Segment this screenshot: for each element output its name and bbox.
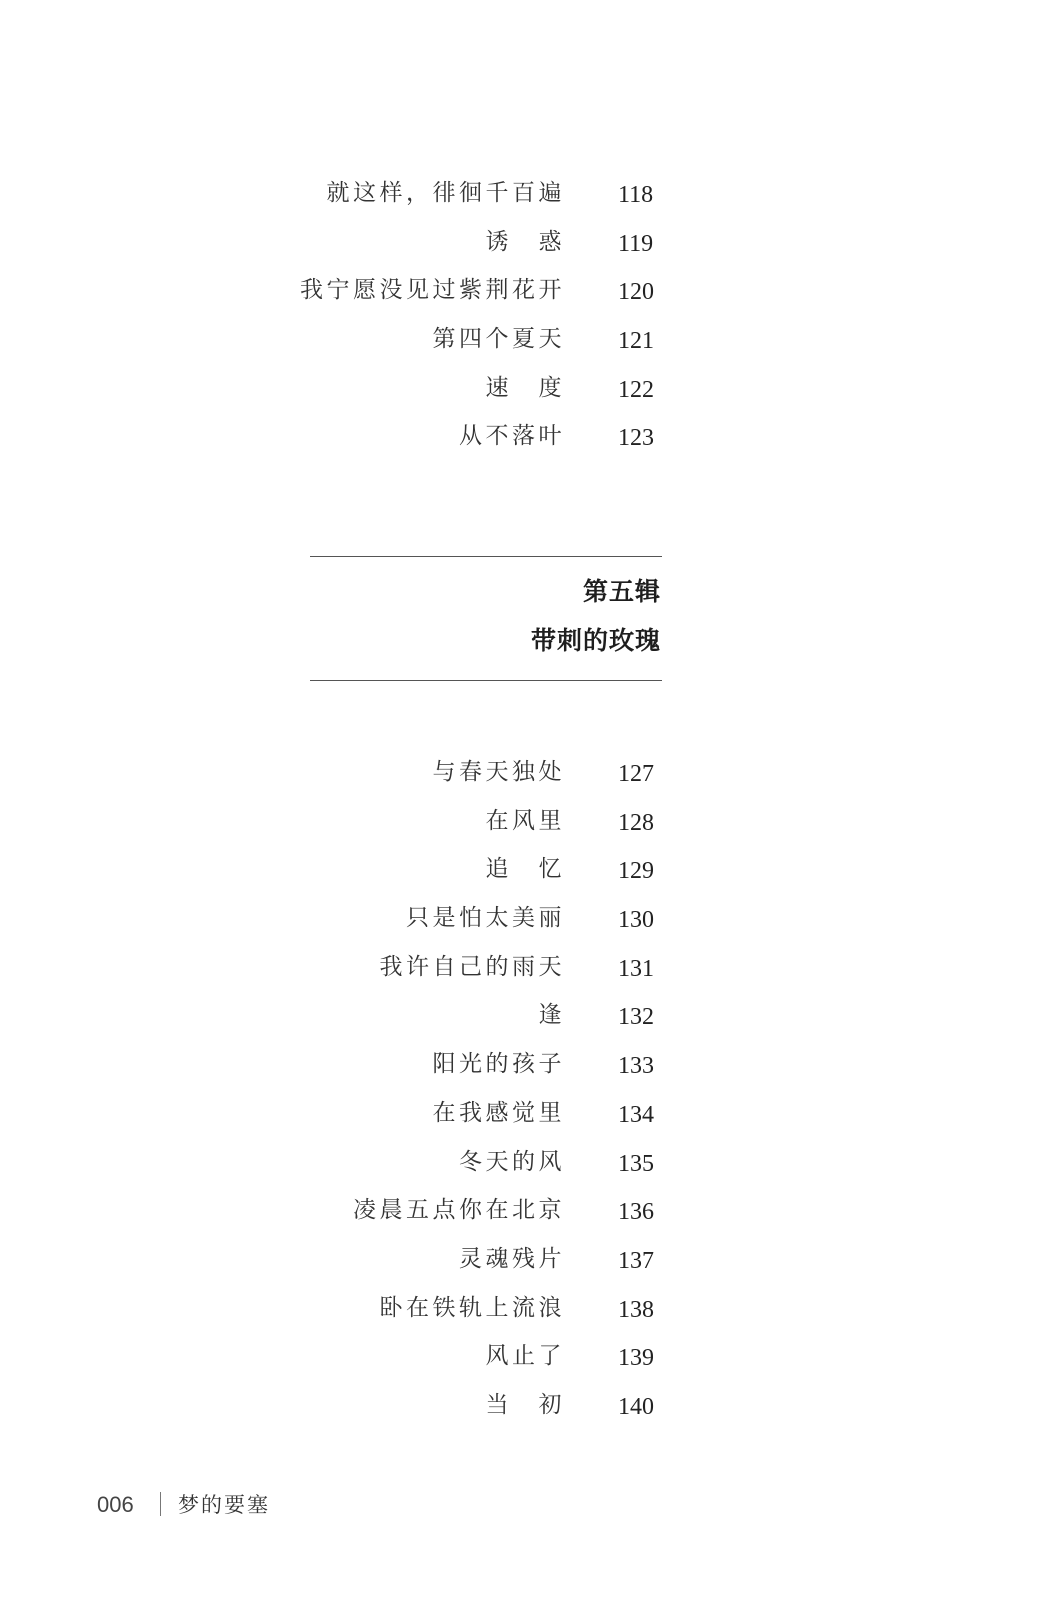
toc-entry-page: 131	[618, 955, 654, 982]
toc-entry-title: 凌晨五点你在北京	[353, 1197, 565, 1224]
toc-entry[interactable]	[300, 324, 660, 373]
toc-entry-title: 追 忆	[485, 856, 565, 883]
toc-entry-page: 127	[618, 761, 654, 787]
toc-entry-page: 121	[618, 328, 654, 355]
toc-entry-title: 在我感觉里	[432, 1099, 565, 1126]
toc-entry-page: 135	[618, 1150, 654, 1177]
toc-entry[interactable]	[300, 373, 660, 422]
toc-entry[interactable]	[300, 854, 660, 903]
toc-entry-title: 我许自己的雨天	[379, 953, 565, 980]
toc-entry-page: 139	[618, 1345, 654, 1372]
toc-entry-page: 133	[618, 1053, 654, 1080]
toc-entry[interactable]	[300, 1341, 660, 1390]
toc-entry-page: 130	[618, 907, 654, 934]
toc-entry[interactable]	[300, 1390, 660, 1439]
footer-page-number: 006	[97, 1492, 134, 1517]
toc-entry-title: 我宁愿没见过紫荆花开	[300, 277, 565, 304]
toc-entry-page: 137	[618, 1247, 654, 1274]
toc-entry-title: 阳光的孩子	[432, 1051, 565, 1078]
toc-entry-page: 123	[618, 425, 654, 452]
toc-entry[interactable]	[300, 1244, 660, 1293]
footer-separator	[160, 1492, 161, 1516]
toc-entry-page: 120	[618, 279, 654, 306]
footer-book-title: 梦的要塞	[178, 1493, 270, 1517]
toc-entry-title: 从不落叶	[459, 423, 565, 450]
toc-entry-page: 119	[618, 230, 654, 257]
toc-entry-page: 134	[618, 1101, 654, 1128]
toc-entry[interactable]	[300, 1098, 660, 1147]
toc-entry-page: 136	[618, 1199, 654, 1226]
toc-entry-page: 128	[618, 809, 654, 836]
section-label: 第五辑	[582, 577, 661, 606]
toc-entry[interactable]	[300, 1293, 660, 1342]
toc-entry[interactable]	[300, 952, 660, 1001]
toc-entry-page: 118	[618, 182, 654, 208]
toc-entry-title: 在风里	[485, 807, 565, 834]
toc-entry-page: 132	[618, 1004, 654, 1031]
toc-list-part1	[300, 178, 660, 470]
toc-entry-title: 灵魂残片	[459, 1245, 565, 1272]
toc-entry[interactable]	[300, 757, 660, 806]
toc-entry[interactable]	[300, 178, 660, 227]
toc-entry-page: 129	[618, 858, 654, 885]
toc-entry-title: 诱 惑	[485, 228, 565, 255]
toc-entry[interactable]	[300, 806, 660, 855]
toc-entry-title: 冬天的风	[459, 1148, 565, 1175]
toc-entry[interactable]	[300, 1147, 660, 1196]
toc-entry-page: 140	[618, 1393, 654, 1420]
toc-entry[interactable]	[300, 227, 660, 276]
toc-entry-page: 122	[618, 376, 654, 403]
section-divider-top	[310, 556, 662, 557]
toc-entry-title: 就这样，徘徊千百遍	[326, 180, 565, 206]
toc-entry-title: 第四个夏天	[432, 326, 565, 353]
toc-entry-title: 卧在铁轨上流浪	[379, 1294, 565, 1321]
toc-entry-title: 只是怕太美丽	[406, 905, 565, 932]
toc-entry-page: 138	[618, 1296, 654, 1323]
toc-entry-title: 速 度	[485, 374, 565, 401]
section-title: 带刺的玫瑰	[530, 626, 661, 655]
section-divider-bottom	[310, 680, 662, 681]
toc-entry[interactable]	[300, 903, 660, 952]
toc-entry-title: 逢	[538, 1002, 565, 1029]
toc-entry[interactable]	[300, 421, 660, 470]
toc-entry[interactable]	[300, 1049, 660, 1098]
toc-entry-title: 风止了	[485, 1343, 565, 1370]
toc-entry[interactable]	[300, 275, 660, 324]
toc-entry-title: 与春天独处	[432, 759, 565, 785]
toc-entry[interactable]	[300, 1000, 660, 1049]
toc-entry-title: 当 初	[485, 1391, 565, 1418]
toc-list-part2	[300, 757, 660, 1439]
toc-entry[interactable]	[300, 1195, 660, 1244]
